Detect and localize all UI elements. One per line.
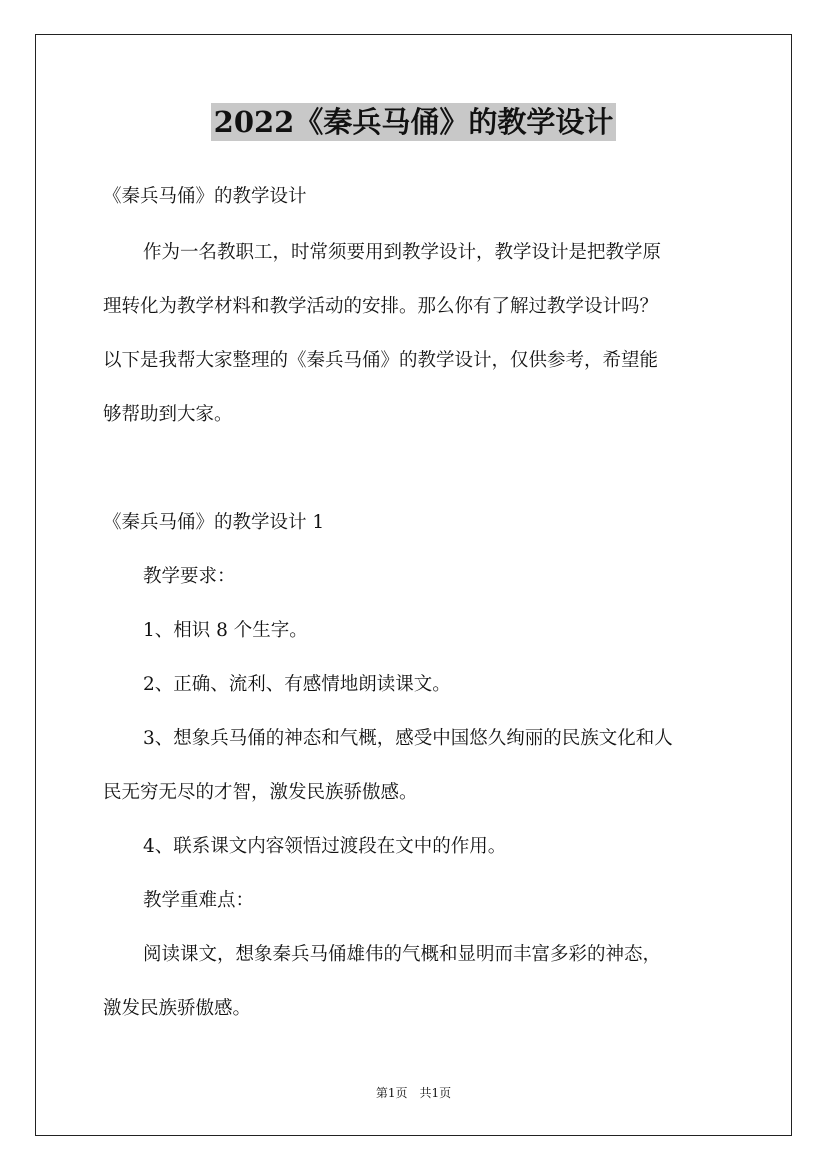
key-points-label: 教学重难点：	[143, 890, 255, 911]
intro-line-2: 理转化为教学材料和教学活动的安排。那么你有了解过教学设计吗？	[103, 296, 659, 317]
intro-line-1: 作为一名教职工，时常须要用到教学设计，教学设计是把教学原	[143, 242, 662, 263]
document-title: 2022《秦兵马俑》的教学设计	[211, 103, 617, 141]
document-title-wrapper	[0, 100, 827, 141]
intro-line-4: 够帮助到大家。	[103, 404, 233, 425]
requirement-4: 4、联系课文内容领悟过渡段在文中的作用。	[143, 836, 507, 857]
requirement-1: 1、相识 8 个生字。	[143, 620, 308, 641]
requirement-2: 2、正确、流利、有感情地朗读课文。	[143, 674, 451, 695]
section1-heading: 《秦兵马俑》的教学设计 1	[103, 512, 325, 533]
page-footer: 第1页 共1页	[375, 1086, 452, 1100]
intro-line-3: 以下是我帮大家整理的《秦兵马俑》的教学设计，仅供参考，希望能	[103, 350, 659, 371]
requirements-label: 教学要求：	[143, 566, 236, 587]
requirement-3-line-1: 3、想象兵马俑的神态和气概，感受中国悠久绚丽的民族文化和人	[143, 728, 673, 749]
document-subtitle: 《秦兵马俑》的教学设计	[103, 186, 307, 207]
requirement-3-line-2: 民无穷无尽的才智，激发民族骄傲感。	[103, 782, 418, 803]
key-points-line-2: 激发民族骄傲感。	[103, 998, 252, 1019]
key-points-line-1: 阅读课文，想象秦兵马俑雄伟的气概和显明而丰富多彩的神态，	[143, 944, 662, 965]
